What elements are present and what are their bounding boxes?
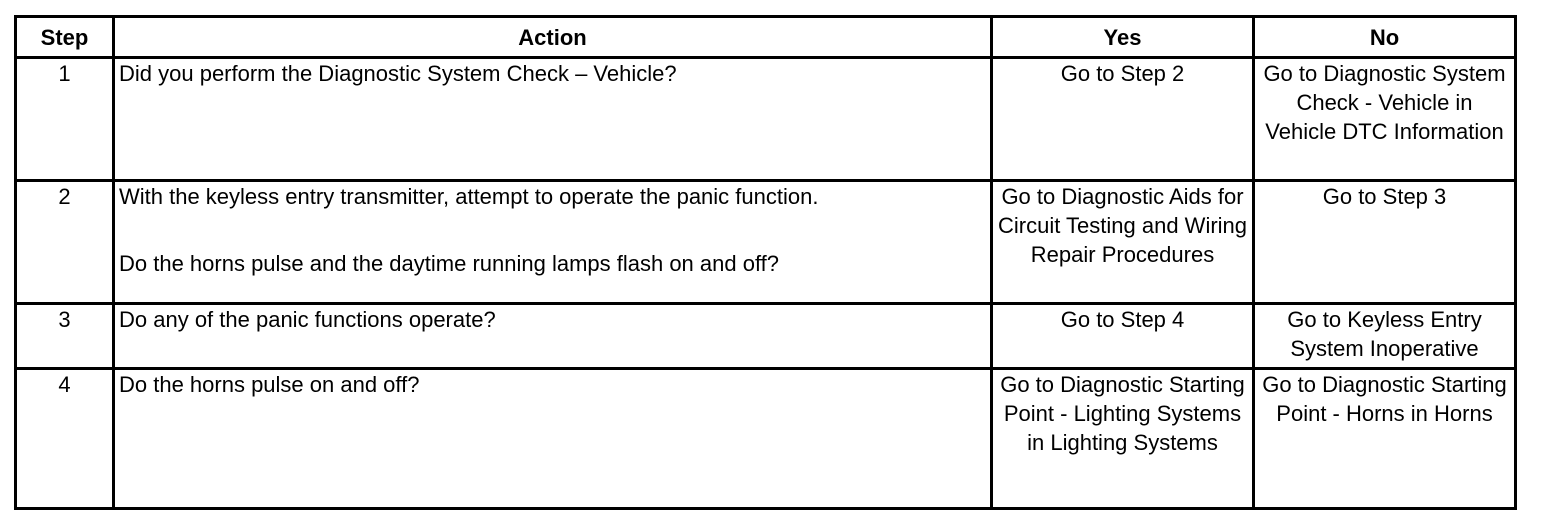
action-text: Do any of the panic functions operate?	[119, 307, 496, 332]
header-row	[16, 17, 1516, 58]
action-cell	[114, 181, 992, 304]
no-cell: Go to Keyless Entry System Inoperative	[1254, 304, 1516, 369]
step-number: 2	[16, 181, 114, 304]
action-text: Did you perform the Diagnostic System Check – Vehicle?	[119, 61, 677, 86]
yes-cell: Go to Diagnostic Aids for Circuit Testing and Wiring Repair Procedures	[992, 181, 1254, 304]
header-step: Step	[16, 17, 114, 58]
step-number: 1	[16, 58, 114, 181]
diagnostic-table	[14, 15, 1517, 510]
action-cell	[114, 58, 992, 181]
action-cell	[114, 369, 992, 509]
step-number: 4	[16, 369, 114, 509]
yes-cell: Go to Step 2	[992, 58, 1254, 181]
yes-cell: Go to Step 4	[992, 304, 1254, 369]
header-action: Action	[114, 17, 992, 58]
header-no: No	[1254, 17, 1516, 58]
table-header	[16, 17, 1516, 58]
table-body	[16, 58, 1516, 509]
action-text: Do the horns pulse on and off?	[119, 372, 420, 397]
no-cell: Go to Diagnostic System Check - Vehicle in Vehicle DTC Information	[1254, 58, 1516, 181]
table-row	[16, 369, 1516, 509]
yes-cell: Go to Diagnostic Starting Point - Lighting Systems in Lighting Systems	[992, 369, 1254, 509]
no-cell: Go to Diagnostic Starting Point - Horns in Horns	[1254, 369, 1516, 509]
table-row	[16, 181, 1516, 304]
action-text: With the keyless entry transmitter, attempt to operate the panic function.	[119, 184, 819, 209]
step-number: 3	[16, 304, 114, 369]
table-row	[16, 304, 1516, 369]
table-row	[16, 58, 1516, 181]
action-question: Do the horns pulse and the daytime running lamps flash on and off?	[119, 251, 780, 276]
no-cell: Go to Step 3	[1254, 181, 1516, 304]
header-yes: Yes	[992, 17, 1254, 58]
action-cell	[114, 304, 992, 369]
